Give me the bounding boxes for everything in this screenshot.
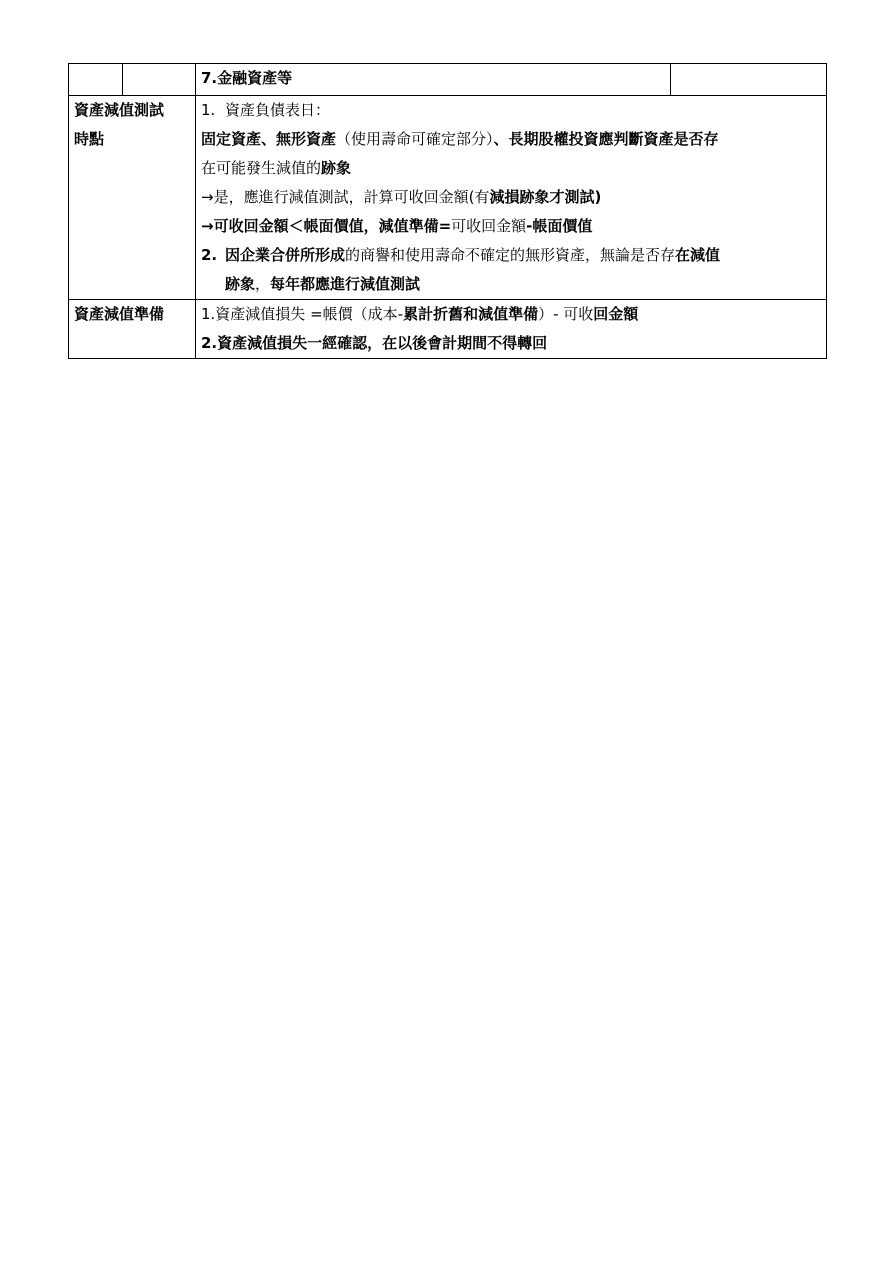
label-line: 資產減值測試 [74,101,165,119]
text: →是，應進行減值測試，計算可收回金額(有 [201,188,490,206]
content-line [201,241,821,270]
content-line [201,154,821,183]
content-line [201,183,821,212]
text: 可收回金額 [451,217,527,235]
row-content-impairment-test-timing [196,96,827,300]
text: （使用壽命可確定部分） [336,130,494,148]
text: ）- 可收 [538,305,594,323]
text: 固定資產、無形資產 [201,130,337,148]
text: 跡象 [321,159,352,177]
table-cell-item [196,64,671,96]
text: 資產負債表日： [225,101,331,119]
summary-table [68,63,827,359]
content-line [201,125,821,154]
table-cell-empty [69,64,123,96]
table-row [69,64,827,96]
text: -帳面價值 [526,217,593,235]
text: 跡象 [225,275,256,293]
text: 累計折舊和減值準備 [403,305,539,323]
item-text: 7.金融資產等 [201,69,293,87]
row-content-impairment-reserve [196,300,827,359]
table-row [69,96,827,300]
text: 減損跡象才測試) [489,188,602,206]
text: 、長期股權投資應判斷資產是否存 [493,130,719,148]
text: 的商譽和使用壽命不確定的無形資產，無論是否存 [345,246,676,264]
text: 每年都應進行減值測試 [270,275,421,293]
content-line: 2.資產減值損失一經確認，在以後會計期間不得轉回 [201,334,548,352]
label-line: 資產減值準備 [74,305,165,323]
content-line [201,96,821,125]
content-line [201,212,821,241]
text: 1.資產減值損失 =帳價（成本- [201,305,404,323]
table-row [69,300,827,359]
table-cell-empty [123,64,196,96]
row-label-impairment-reserve [69,300,196,359]
list-number: 1. [201,101,216,119]
list-number: 2. [201,246,218,264]
text: 回金額 [593,305,639,323]
table-cell-empty [671,64,827,96]
text: →可收回金額＜帳面價值，減值準備= [201,217,452,235]
label-line: 時點 [74,130,105,148]
text: 在減值 [675,246,721,264]
row-label-impairment-test-timing [69,96,196,300]
content-line [201,270,821,299]
text: ， [255,275,271,293]
content-line [201,300,821,329]
text: 在可能發生減值的 [201,159,322,177]
text: 因企業合併所形成 [225,246,346,264]
